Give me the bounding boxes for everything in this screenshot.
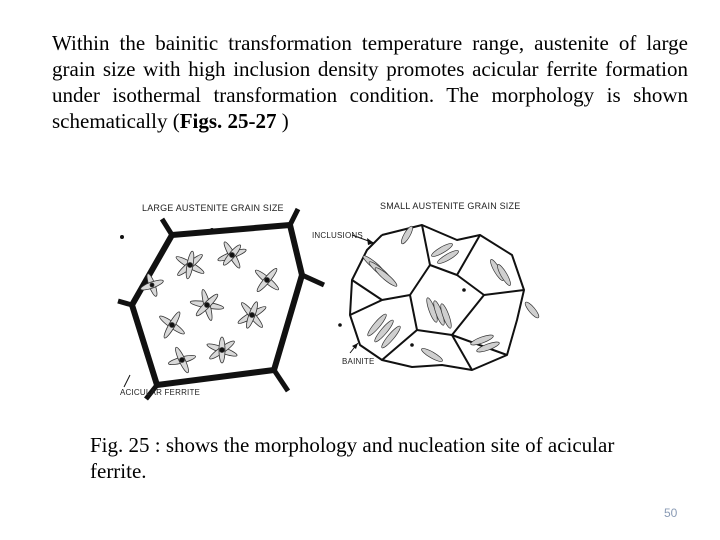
inclusion-dot (120, 235, 124, 239)
label-acicular-ferrite: ACICULAR FERRITE (120, 388, 201, 397)
inclusion-dot (410, 343, 414, 347)
paragraph-closing: ) (276, 109, 289, 133)
bainite-sheaves (361, 225, 540, 364)
body-paragraph (52, 30, 688, 134)
large-grain (118, 209, 324, 399)
acicular-pointer (124, 375, 130, 387)
inclusion-dot (462, 288, 466, 292)
inclusion-dot (210, 228, 214, 232)
label-large-austenite: LARGE AUSTENITE GRAIN SIZE (142, 203, 284, 213)
label-inclusions: INCLUSIONS (312, 231, 363, 240)
paragraph-text: Within the bainitic transformation temperature range, austenite of large grain size with high inclusion density promotes acicular ferrite formation under isothermal transformation condition. The morphology is shown schematically ( (52, 31, 688, 133)
microstructure-schematic (112, 195, 542, 405)
label-small-austenite: SMALL AUSTENITE GRAIN SIZE (380, 201, 521, 211)
inclusion-dot (338, 323, 342, 327)
label-bainite: BAINITE (342, 357, 375, 366)
page-number: 50 (664, 506, 678, 520)
schematic-drawing (112, 195, 542, 405)
figure-reference: Figs. 25-27 (179, 109, 277, 133)
small-grain-network (350, 225, 524, 370)
figure-caption: Fig. 25 : shows the morphology and nucleation site of acicular ferrite. (90, 433, 615, 483)
